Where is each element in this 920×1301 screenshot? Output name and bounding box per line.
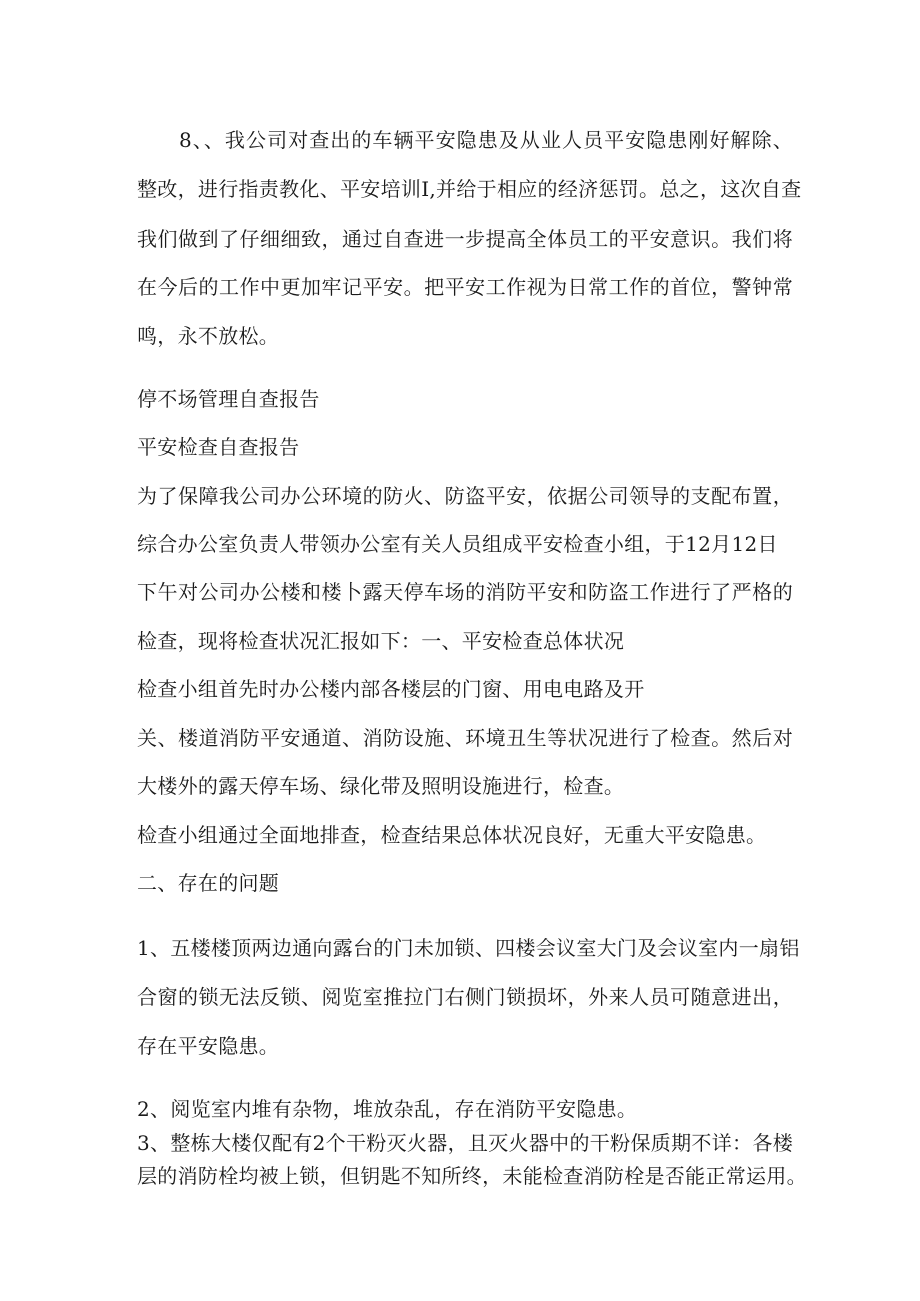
list-item: 3、整栋大楼仅配有2个干粉灭火器，且灭火器中的干粉保质期不详：各楼 (137, 1131, 793, 1155)
paragraph-line: 鸣，永不放松。 (137, 324, 280, 348)
paragraph-line: 在今后的工作中更加牢记平安。把平安工作视为日常工作的首位，警钟常 (137, 275, 793, 299)
list-item: 合窗的锁无法反锁、阅览室推拉门右侧门锁损坏，外来人员可随意进出， (137, 985, 793, 1009)
list-item: 1、五楼楼顶两边通向露台的门未加锁、四楼会议室大门及会议室内一扇铝 (137, 936, 800, 960)
paragraph-line: 检查小组首先时办公楼内部各楼层的门窗、用电电路及开 (137, 677, 645, 701)
section-heading: 二、存在的问题 (137, 871, 280, 895)
paragraph-line: 综合办公室负责人带领办公室有关人员组成平安检查小组，于12月12日 (137, 532, 778, 556)
paragraph-line: 检查小组通过全面地排查，检查结果总体状况良好，无重大平安隐患。 (137, 823, 767, 847)
list-item: 存在平安隐患。 (137, 1034, 280, 1058)
paragraph-line: 大楼外的露天停车场、绿化带及照明设施进行，检查。 (137, 774, 625, 798)
paragraph-line: 8、、我公司对查出的车辆平安隐患及从业人员平安隐患刚好解除、 (179, 128, 793, 152)
paragraph-line: 检查，现将检查状况汇报如下：一、平安检查总体状况 (137, 629, 625, 653)
paragraph-line: 下午对公司办公楼和楼卜露天停车场的消防平安和防盗工作进行了严格的 (137, 580, 793, 604)
paragraph-line: 我们做到了仔细细致，通过自查进一步提高全体员工的平安意识。我们将 (137, 227, 793, 251)
list-item: 2、阅览室内堆有杂物，堆放杂乱，存在消防平安隐患。 (137, 1097, 638, 1121)
paragraph-line: 为了保障我公司办公环境的防火、防盗平安，依据公司领导的支配布置， (137, 484, 793, 508)
list-item: 层的消防栓均被上锁，但钥匙不知所终，未能检查消防栓是否能正常运用。 (137, 1164, 807, 1188)
paragraph-line: 整改，进行指责教化、平安培训I,并给于相应的经济惩罚。总之，这次自查 (137, 177, 802, 201)
section-title: 停不场管理自查报告 (137, 387, 320, 411)
paragraph-line: 关、楼道消防平安通道、消防设施、环境丑生等状况进行了检查。然后对 (137, 726, 793, 750)
section-title: 平安检查自查报告 (137, 435, 300, 459)
